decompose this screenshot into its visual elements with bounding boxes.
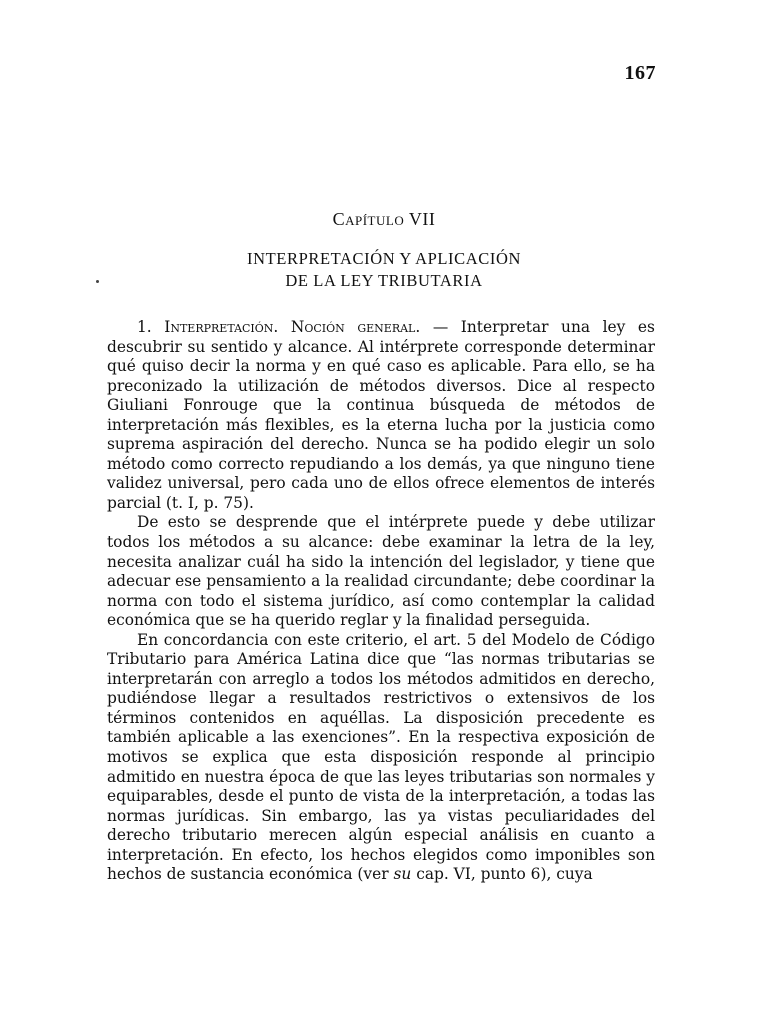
paragraph-3 [107, 631, 655, 885]
chapter-title-line-1: INTERPRETACIÓN Y APLICACIÓN [247, 249, 521, 268]
section-heading: Interpretación. Noción general. [164, 318, 421, 336]
paragraph-3-italic: su [393, 865, 412, 884]
chapter-heading [0, 209, 768, 230]
paragraph-3-tail: cap. VI, punto 6), cuya [416, 865, 593, 884]
stray-mark [96, 280, 99, 283]
section-number: 1. [137, 318, 152, 336]
chapter-title-line-2: DE LA LEY TRIBUTARIA [285, 271, 483, 290]
chapter-label: Capítulo [332, 209, 405, 229]
paragraph-1 [107, 318, 655, 513]
chapter-title [0, 248, 768, 292]
chapter-numeral: VII [408, 209, 436, 229]
paragraph-3-text: En concordancia con este criterio, el art. 5 del Modelo de Código Tributario para América Latina dice que “las normas tributarias se interpretarán con arreglo a todos los métodos admitidos en derecho, pudiéndose llegar a resultados restrictivos o extensivos de los términos contenidos en aquéllas. La disposición precedente es también aplicable a las exenciones”. En la respectiva exposición de motivos se explica que esta disposición responde al principio admitido en nuestra época de que las leyes tributarias son normales y equiparables, desde el punto de vista de la interpretación, a todas las normas jurídicas. Sin embargo, las ya vistas peculiaridades del derecho tributario merecen algún especial análisis en cuanto a interpretación. En efecto, los hechos elegidos como imponibles son hechos de sustancia económica (ver [107, 630, 655, 884]
section-dash: — [432, 318, 449, 336]
page-number: 167 [624, 62, 656, 84]
body-text [107, 318, 655, 885]
paragraph-1-text: Interpretar una ley es descubrir su sentido y alcance. Al intérprete corresponde determinar qué quiso decir la norma y en qué caso es aplicable. Para ello, se ha preconizado la utilización de métodos diversos. Dice al respecto Giuliani Fonrouge que la continua búsqueda de métodos de interpretación más flexibles, es la eterna lucha por la justicia como suprema aspiración del derecho. Nunca se ha podido elegir un solo método como correcto repudiando a los demás, ya que ninguno tiene validez universal, pero cada uno de ellos ofrece elementos de interés parcial (t. I, p. 75). [107, 318, 655, 512]
paragraph-2: De esto se desprende que el intérprete puede y debe utilizar todos los métodos a su alcance: debe examinar la letra de la ley, necesita analizar cuál ha sido la intención del legislador, y tiene que adecuar ese pensamiento a la realidad circundante; debe coordinar la norma con todo el sistema jurídico, así como contemplar la calidad económica que se ha querido reglar y la finalidad perseguida. [107, 513, 655, 630]
